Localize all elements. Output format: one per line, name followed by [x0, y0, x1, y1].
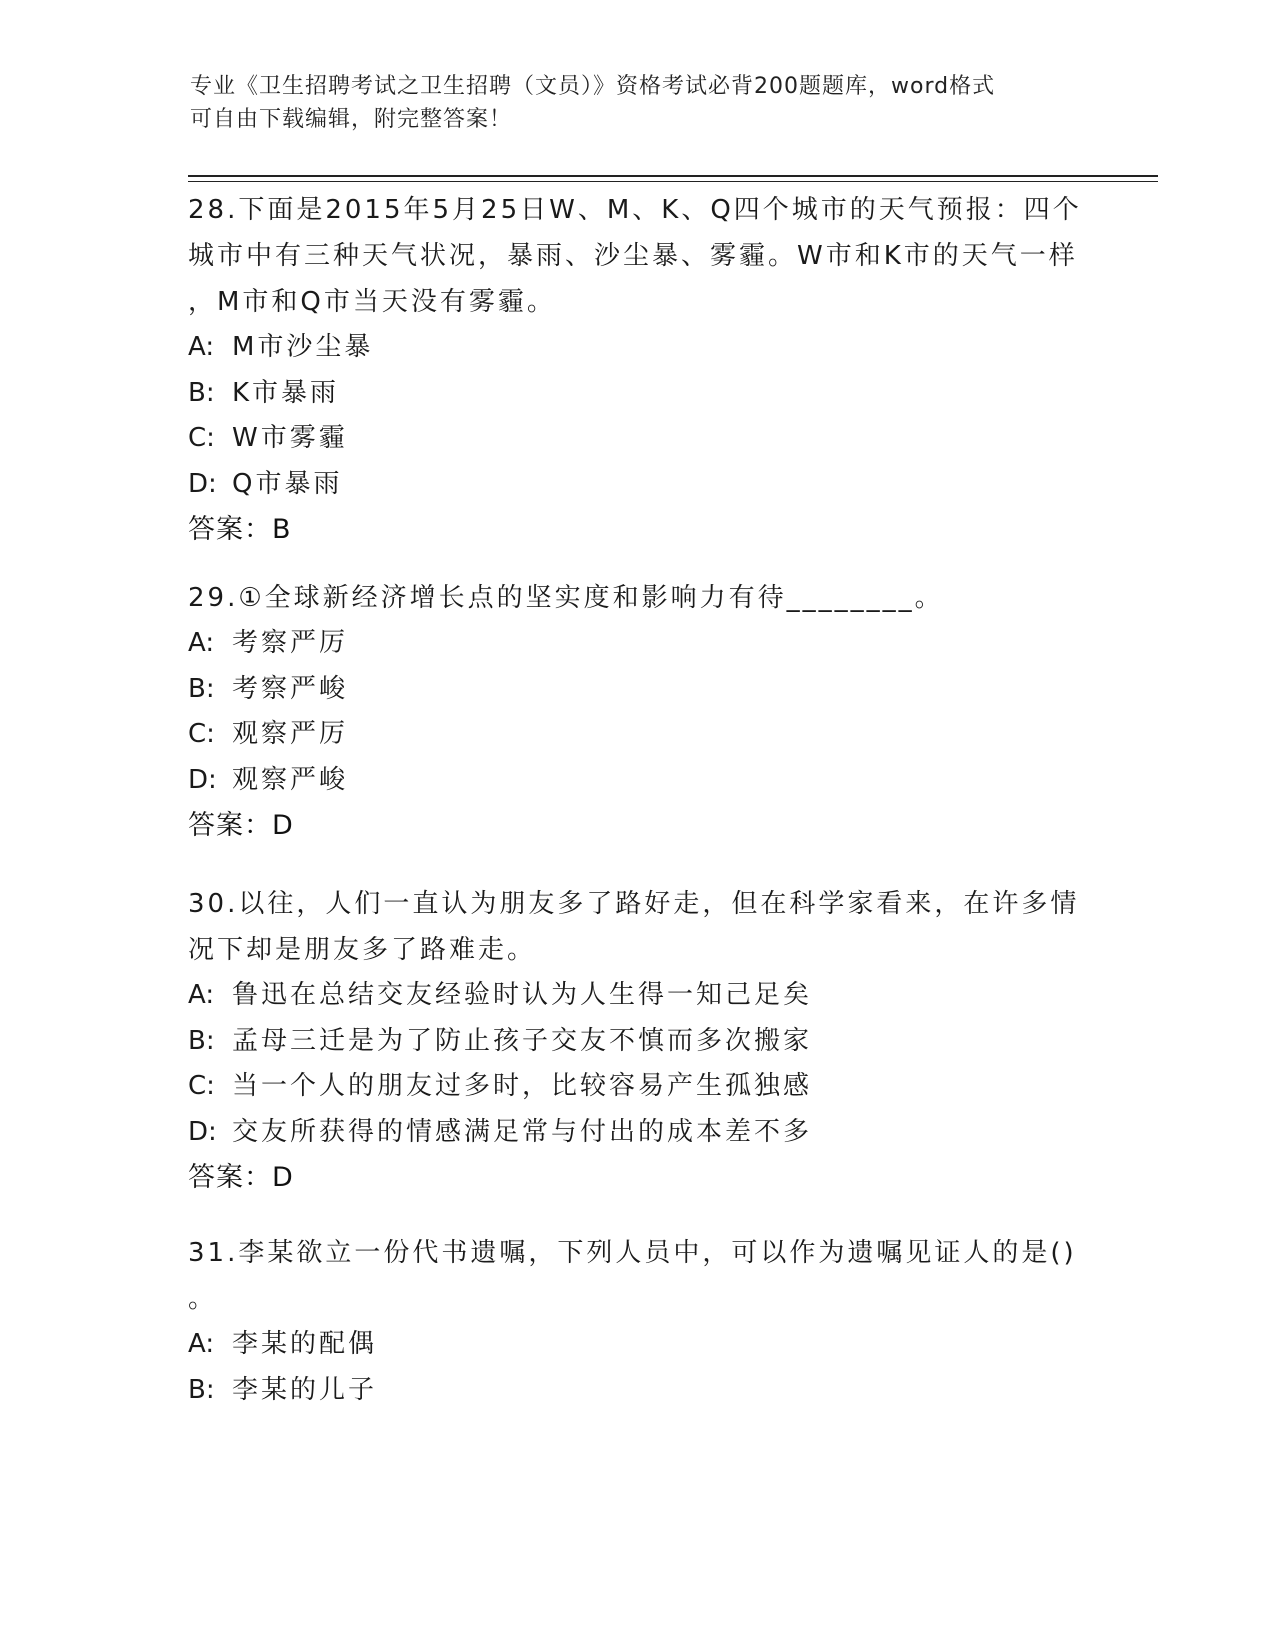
question-stem-line: ，M市和Q市当天没有雾霾。: [188, 287, 556, 317]
option-text: 李某的配偶: [232, 1329, 378, 1359]
question-28: [188, 187, 1088, 553]
question-stem-line: 30.以往，人们一直认为朋友多了路好走，但在科学家看来，在许多情: [188, 889, 1080, 919]
option-d: [188, 462, 1088, 508]
option-text: K市暴雨: [232, 377, 340, 408]
question-stem-line: 31.李某欲立一份代书遗嘱，下列人员中，可以作为遗嘱见证人的是(): [188, 1238, 1077, 1268]
option-key: C:: [188, 719, 215, 749]
answer-label: 答案：: [188, 1162, 272, 1193]
answer-line: [188, 1155, 1088, 1201]
option-text: 当一个人的朋友过多时，比较容易产生孤独感: [232, 1071, 813, 1101]
option-c: [188, 416, 1088, 462]
question-stem-line: 29.①全球新经济增长点的坚实度和影响力有待________。: [188, 583, 944, 613]
header-divider-thin: [188, 181, 1158, 182]
option-a: [188, 973, 1088, 1019]
header-divider-thick: [188, 175, 1158, 177]
option-key: B:: [188, 1025, 215, 1056]
option-d: [188, 1110, 1088, 1156]
option-b: [188, 1019, 1088, 1065]
option-text: 观察严厉: [232, 719, 349, 749]
header-line-2: 可自由下载编辑，附完整答案！: [190, 107, 513, 132]
question-stem-line: 城市中有三种天气状况，暴雨、沙尘暴、雾霾。W市和K市的天气一样: [188, 241, 1078, 271]
option-a: [188, 621, 1088, 667]
question-stem-line: 况下却是朋友多了路难走。: [188, 935, 537, 965]
option-d: [188, 758, 1088, 804]
option-text: 鲁迅在总结交友经验时认为人生得一知己足矣: [232, 980, 813, 1010]
option-text: 孟母三迁是为了防止孩子交友不慎而多次搬家: [232, 1025, 813, 1056]
option-key: D:: [188, 764, 217, 795]
option-key: A:: [188, 980, 215, 1010]
option-text: 交友所获得的情感满足常与付出的成本差不多: [232, 1116, 813, 1147]
option-key: A:: [188, 1329, 215, 1359]
option-text: M市沙尘暴: [232, 332, 374, 362]
option-key: B:: [188, 377, 215, 408]
option-key: D:: [188, 1116, 217, 1147]
question-29: [188, 575, 1088, 849]
option-text: 李某的儿子: [232, 1374, 378, 1405]
option-a: [188, 1322, 1088, 1368]
question-30: [188, 881, 1088, 1201]
option-text: Q市暴雨: [232, 468, 343, 499]
question-stem-line: 。: [188, 1284, 218, 1314]
option-key: C:: [188, 423, 215, 453]
option-c: [188, 712, 1088, 758]
answer-line: [188, 803, 1088, 849]
header-line-1: 专业《卫生招聘考试之卫生招聘（文员）》资格考试必背200题题库，word格式: [190, 74, 996, 99]
option-b: [188, 1368, 1088, 1414]
option-c: [188, 1064, 1088, 1110]
option-text: 考察严峻: [232, 673, 349, 704]
option-key: B:: [188, 673, 215, 704]
option-b: [188, 371, 1088, 417]
option-b: [188, 667, 1088, 713]
answer-value: D: [272, 810, 294, 841]
option-key: C:: [188, 1071, 215, 1101]
option-a: [188, 325, 1088, 371]
answer-value: D: [272, 1162, 294, 1193]
answer-label: 答案：: [188, 514, 272, 545]
document-header: [190, 70, 1070, 136]
answer-line: [188, 507, 1088, 553]
question-stem-line: 28.下面是2015年5月25日W、M、K、Q四个城市的天气预报：四个: [188, 195, 1082, 225]
answer-label: 答案：: [188, 810, 272, 841]
answer-value: B: [272, 514, 292, 545]
question-31: [188, 1230, 1088, 1413]
option-text: 观察严峻: [232, 764, 349, 795]
option-key: A:: [188, 628, 215, 658]
option-key: D:: [188, 468, 217, 499]
option-text: W市雾霾: [232, 423, 348, 453]
option-key: A:: [188, 332, 215, 362]
option-key: B:: [188, 1374, 215, 1405]
option-text: 考察严厉: [232, 628, 349, 658]
